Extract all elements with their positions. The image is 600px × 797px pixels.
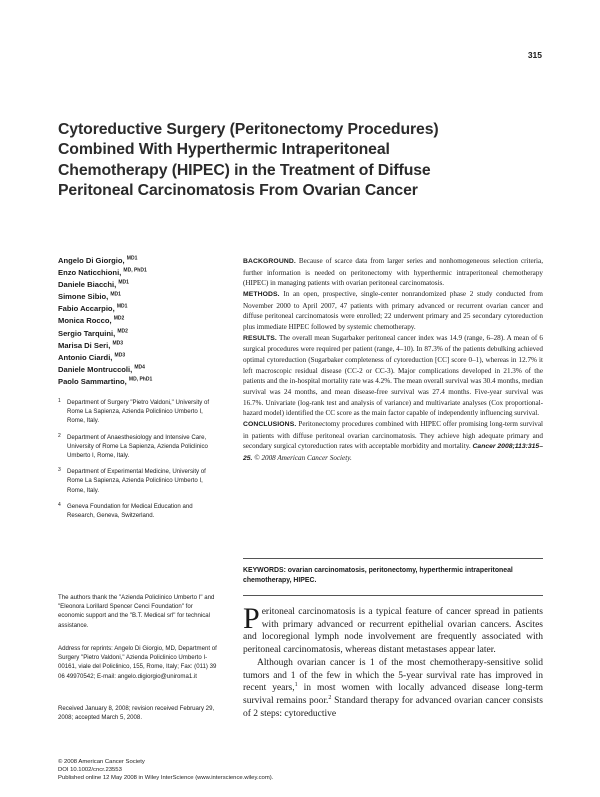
keywords: KEYWORDS: ovarian carcinomatosis, peritonectomy, hyperthermic intraperitoneal chemotherapy, HIPEC. [243, 567, 513, 585]
doi: DOI 10.1002/cncr.23553 [58, 767, 122, 774]
author: Sergio Tarquini, $^{MD2}$ [58, 328, 128, 338]
title-line: Peritoneal Carcinomatosis From Ovarian Cancer [58, 182, 418, 200]
author: Angelo Di Giorgio, $^{MD1}$ [58, 255, 138, 265]
page-number: 315 [527, 50, 542, 60]
received-dates: Received January 8, 2008; revision received February 29, 2008; accepted March 5, 2008. [58, 705, 215, 722]
affiliation: 3 Department of Experimental Medicine, University of Rome La Sapienza, Azienda Policlinico Umberto I, Rome, Italy. [58, 467, 206, 494]
abstract [243, 256, 543, 464]
author: Daniele Montruccoli, $^{MD4}$ [58, 364, 145, 374]
author: Monica Rocco, $^{MD2}$ [58, 315, 125, 326]
title-line: Combined With Hyperthermic Intraperitoneal [58, 141, 390, 159]
affiliation: 1 Department of Surgery "Pietro Valdoni," University of Rome La Sapienza, Azienda Policlinico Umberto I, Rome, Italy. [58, 398, 210, 425]
author-list [58, 255, 152, 388]
abstract-results: RESULTS. The overall mean Sugarbaker peritoneal cancer index was 14.9 (range, 6–28). A mean of 6 surgical procedures were required per patient (range, 4–10). In 87.3% of the patients debulking achieved optimal cytoreduction (Sugarbaker completeness of cytoreduction [CC] score 0–1), whereas in 12.7% it left macroscopic residual disease (CC-2 or CC-3). Major complications developed in 21.3% of the patients and the in-hospital mortality rate was 4.2%. The mean overall survival was 30.4 months, median survival was 24 months, and mean disease-free survival was 27.4 months. Five-year survival was 16.7%. Univariate (log-rank test and analysis of variance) and multivariate analyses (Cox proportional-hazard model) identified the CC score as the main factor capable of independently influencing survival. [243, 333, 543, 418]
author: Paolo Sammartino, $^{MD, PhD1}$ [58, 376, 153, 386]
affiliations [58, 398, 218, 527]
abstract-methods: METHODS. In an open, prospective, single-center nonrandomized phase 2 study conducted from November 2000 to April 2007, 47 patients with primary advanced or recurrent ovarian cancer and diffuse peritoneal carcinomatosis were enrolled; 22 underwent primary and 25 secondary cytoreduction plus immediate HIPEC followed by systemic chemotherapy. [243, 289, 543, 331]
abstract-conclusions: CONCLUSIONS. Peritonectomy procedures combined with HIPEC offer promising long-term survival in patients with diffuse peritoneal ovarian carcinomatosis. They achieve high adequate primary and secondary surgical cytoreduction rates with acceptable morbidity and mortality. Cancer 2008;113:315–25. © 2008 American Cancer Society. [243, 419, 543, 462]
author: Fabio Accarpio, $^{MD1}$ [58, 303, 128, 314]
divider [243, 558, 543, 559]
copyright: © 2008 American Cancer Society [58, 759, 145, 765]
author: Daniele Biacchi, $^{MD1}$ [58, 279, 129, 290]
author: Antonio Ciardi, $^{MD3}$ [58, 352, 126, 362]
acknowledgment: The authors thank the "Azienda Policlinico Umberto I" and "Eleonora Lorillard Spencer Cenci Foundation" for economic support and the "B.T. Medical srl" for technical assistance. [58, 594, 215, 629]
title-line: Chemotherapy (HIPEC) in the Treatment of Diffuse [58, 161, 431, 179]
published-online: Published online 12 May 2008 in Wiley InterScience (www.interscience.wiley.com). [58, 775, 274, 782]
reprint-address: Address for reprints: Angelo Di Giorgio, MD, Department of Surgery "Pietro Valdoni," Azienda Policlinico Umberto I-00161, viale del Policlinico, 155, Rome, Italy; Fax: (011) 39 06 49970542; E-mail: angelo.digiorgio@uniroma1.it [58, 645, 217, 680]
article-title [58, 120, 528, 202]
divider [243, 595, 543, 596]
footer [58, 758, 273, 783]
author: Simone Sibio, $^{MD1}$ [58, 291, 121, 302]
abstract-background: BACKGROUND. Because of scarce data from larger series and nonhomogeneous selection criteria, further information is needed on peritonectomy with hyperthermic intraperitoneal chemotherapy (HIPEC) in managing patients with ovarian peritoneal carcinomatosis. [243, 257, 543, 288]
drop-cap: P [243, 602, 260, 635]
paragraph: Although ovarian cancer is 1 of the most chemotherapy-sensitive solid tumors and 1 of the few in which the 5-year survival rate has improved in recent years,$^1$ in most women with locally advanced disease long-term survival remains poor.$^2$ Standard therapy for advanced ovarian cancer consists of 2 steps: cytoreductive [243, 657, 543, 719]
author: Enzo Naticchioni, $^{MD, PhD1}$ [58, 267, 147, 278]
affiliation: 2 Department of Anaesthesiology and Intensive Care, University of Rome La Sapienza, Azienda Policlinico Umberto I, Rome, Italy. [58, 432, 208, 460]
affiliation: 4 Geneva Foundation for Medical Education and Research, Geneva, Switzerland. [58, 501, 193, 520]
title-line: Cytoreductive Surgery (Peritonectomy Procedures) [58, 121, 439, 138]
paragraph: Peritoneal carcinomatosis is a typical feature of cancer spread in patients with primary advanced or recurrent epithelial ovarian cancers. Ascites and locoregional lymph node involvement are frequently associated with peritoneal carcinomatosis, whereas distant metastases appear later. [243, 602, 543, 656]
author: Marisa Di Seri, $^{MD3}$ [58, 340, 124, 350]
body-text [243, 602, 543, 720]
